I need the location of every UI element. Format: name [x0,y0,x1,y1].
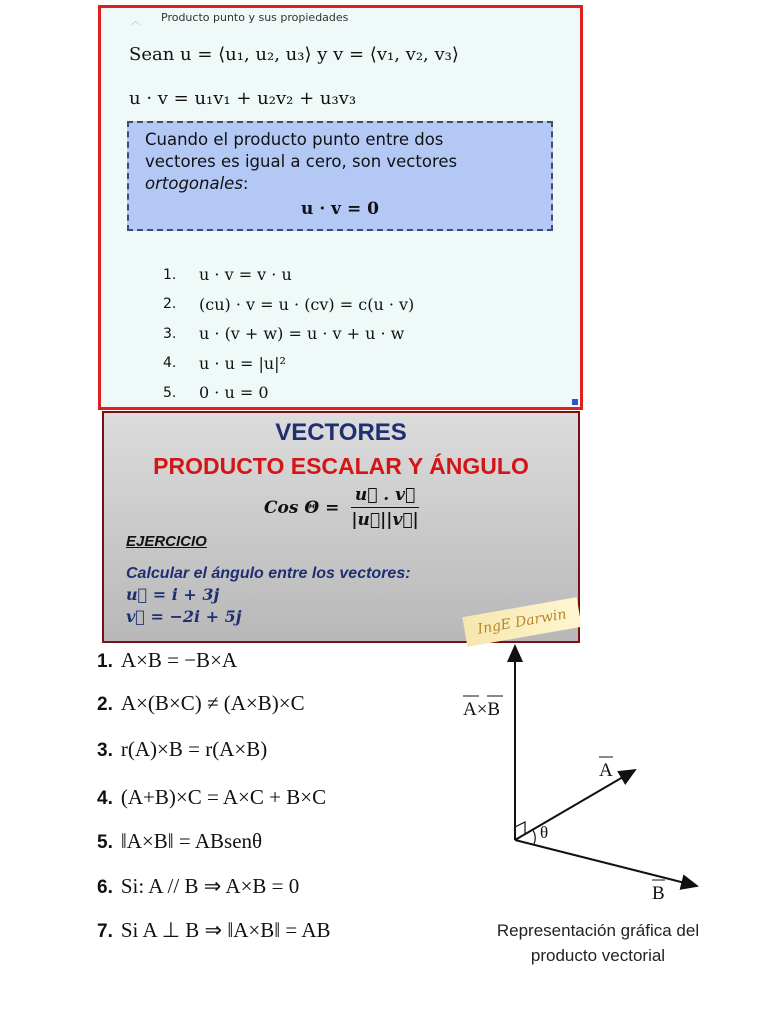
formula-fraction: $\frac{u⃗ . v⃗}{|u⃗||v⃗|}$ [351,485,419,530]
b-label: B [652,883,665,904]
list-item: 5. 0 · u = 0 [163,383,269,403]
a-label: A [599,760,613,781]
cross-property-4: 4. (A+B)×C = A×C + B×C [97,785,327,809]
dot-product-panel [98,5,583,410]
cross-property-7: 7. Si A ⊥ B ⇒ ‖A×B‖ = AB [97,918,331,942]
vector-u: u⃗ = i + 3j [126,585,220,604]
axb-label: A×B [463,699,501,720]
resize-handle[interactable] [572,399,578,405]
cross-property-6: 6. Si: A // B ⇒ A×B = 0 [97,874,300,898]
cross-property-1: 1. A×B = −B×A [97,648,238,672]
vectors-angle-panel [102,411,580,643]
angle-formula: Cos Θ = $\frac{u⃗ . v⃗}{|u⃗||v⃗|}$ [264,485,423,530]
cross-product-diagram [455,640,735,910]
orthogonal-note: Cuando el producto punto entre dos vectores es igual a cero, son vectores ortogonales: [145,130,458,193]
exercise-label: EJERCICIO [126,533,207,550]
theta-arc [533,830,535,844]
a-vector [515,770,635,840]
theta-label: θ [540,823,549,842]
list-item: 1. u · v = v · u [163,265,292,285]
vector-definition: Sean u = ⟨u₁, u₂, u₃⟩ y v = ⟨v₁, v₂, v₃⟩ [129,44,459,65]
b-vector [515,840,697,886]
cross-property-2: 2. A×(B×C) ≠ (A×B)×C [97,691,305,715]
list-item: 2. (cu) · v = u · (cv) = c(u · v) [163,294,415,314]
orthogonal-note-box [127,121,553,231]
dot-product-formula: u · v = u₁v₁ + u₂v₂ + u₃v₃ [129,88,357,109]
signature-banner: IngE Darwin [462,597,581,647]
diagram-caption: Representación gráfica del producto vectorial [496,921,700,965]
dot-properties-list [163,260,414,408]
panel-subtitle: PRODUCTO ESCALAR Y ÁNGULO [153,453,529,479]
panel-header: Producto punto y sus propiedades [161,11,349,24]
chevron-up-icon: ︿ [131,17,141,27]
list-item: 4. u · u = |u|² [163,353,286,373]
list-item: 3. u · (v + w) = u · v + u · w [163,324,405,344]
orthogonal-equation: u · v = 0 [301,199,379,219]
exercise-text: Calcular el ángulo entre los vectores: [126,565,411,582]
right-angle-mark [515,822,525,835]
panel-title: VECTORES [275,419,407,446]
cross-property-5: 5. ‖A×B‖ = ABsenθ [97,829,263,853]
cross-property-3: 3. r(A)×B = r(A×B) [97,737,268,761]
vector-v: v⃗ = −2i + 5j [126,607,242,626]
